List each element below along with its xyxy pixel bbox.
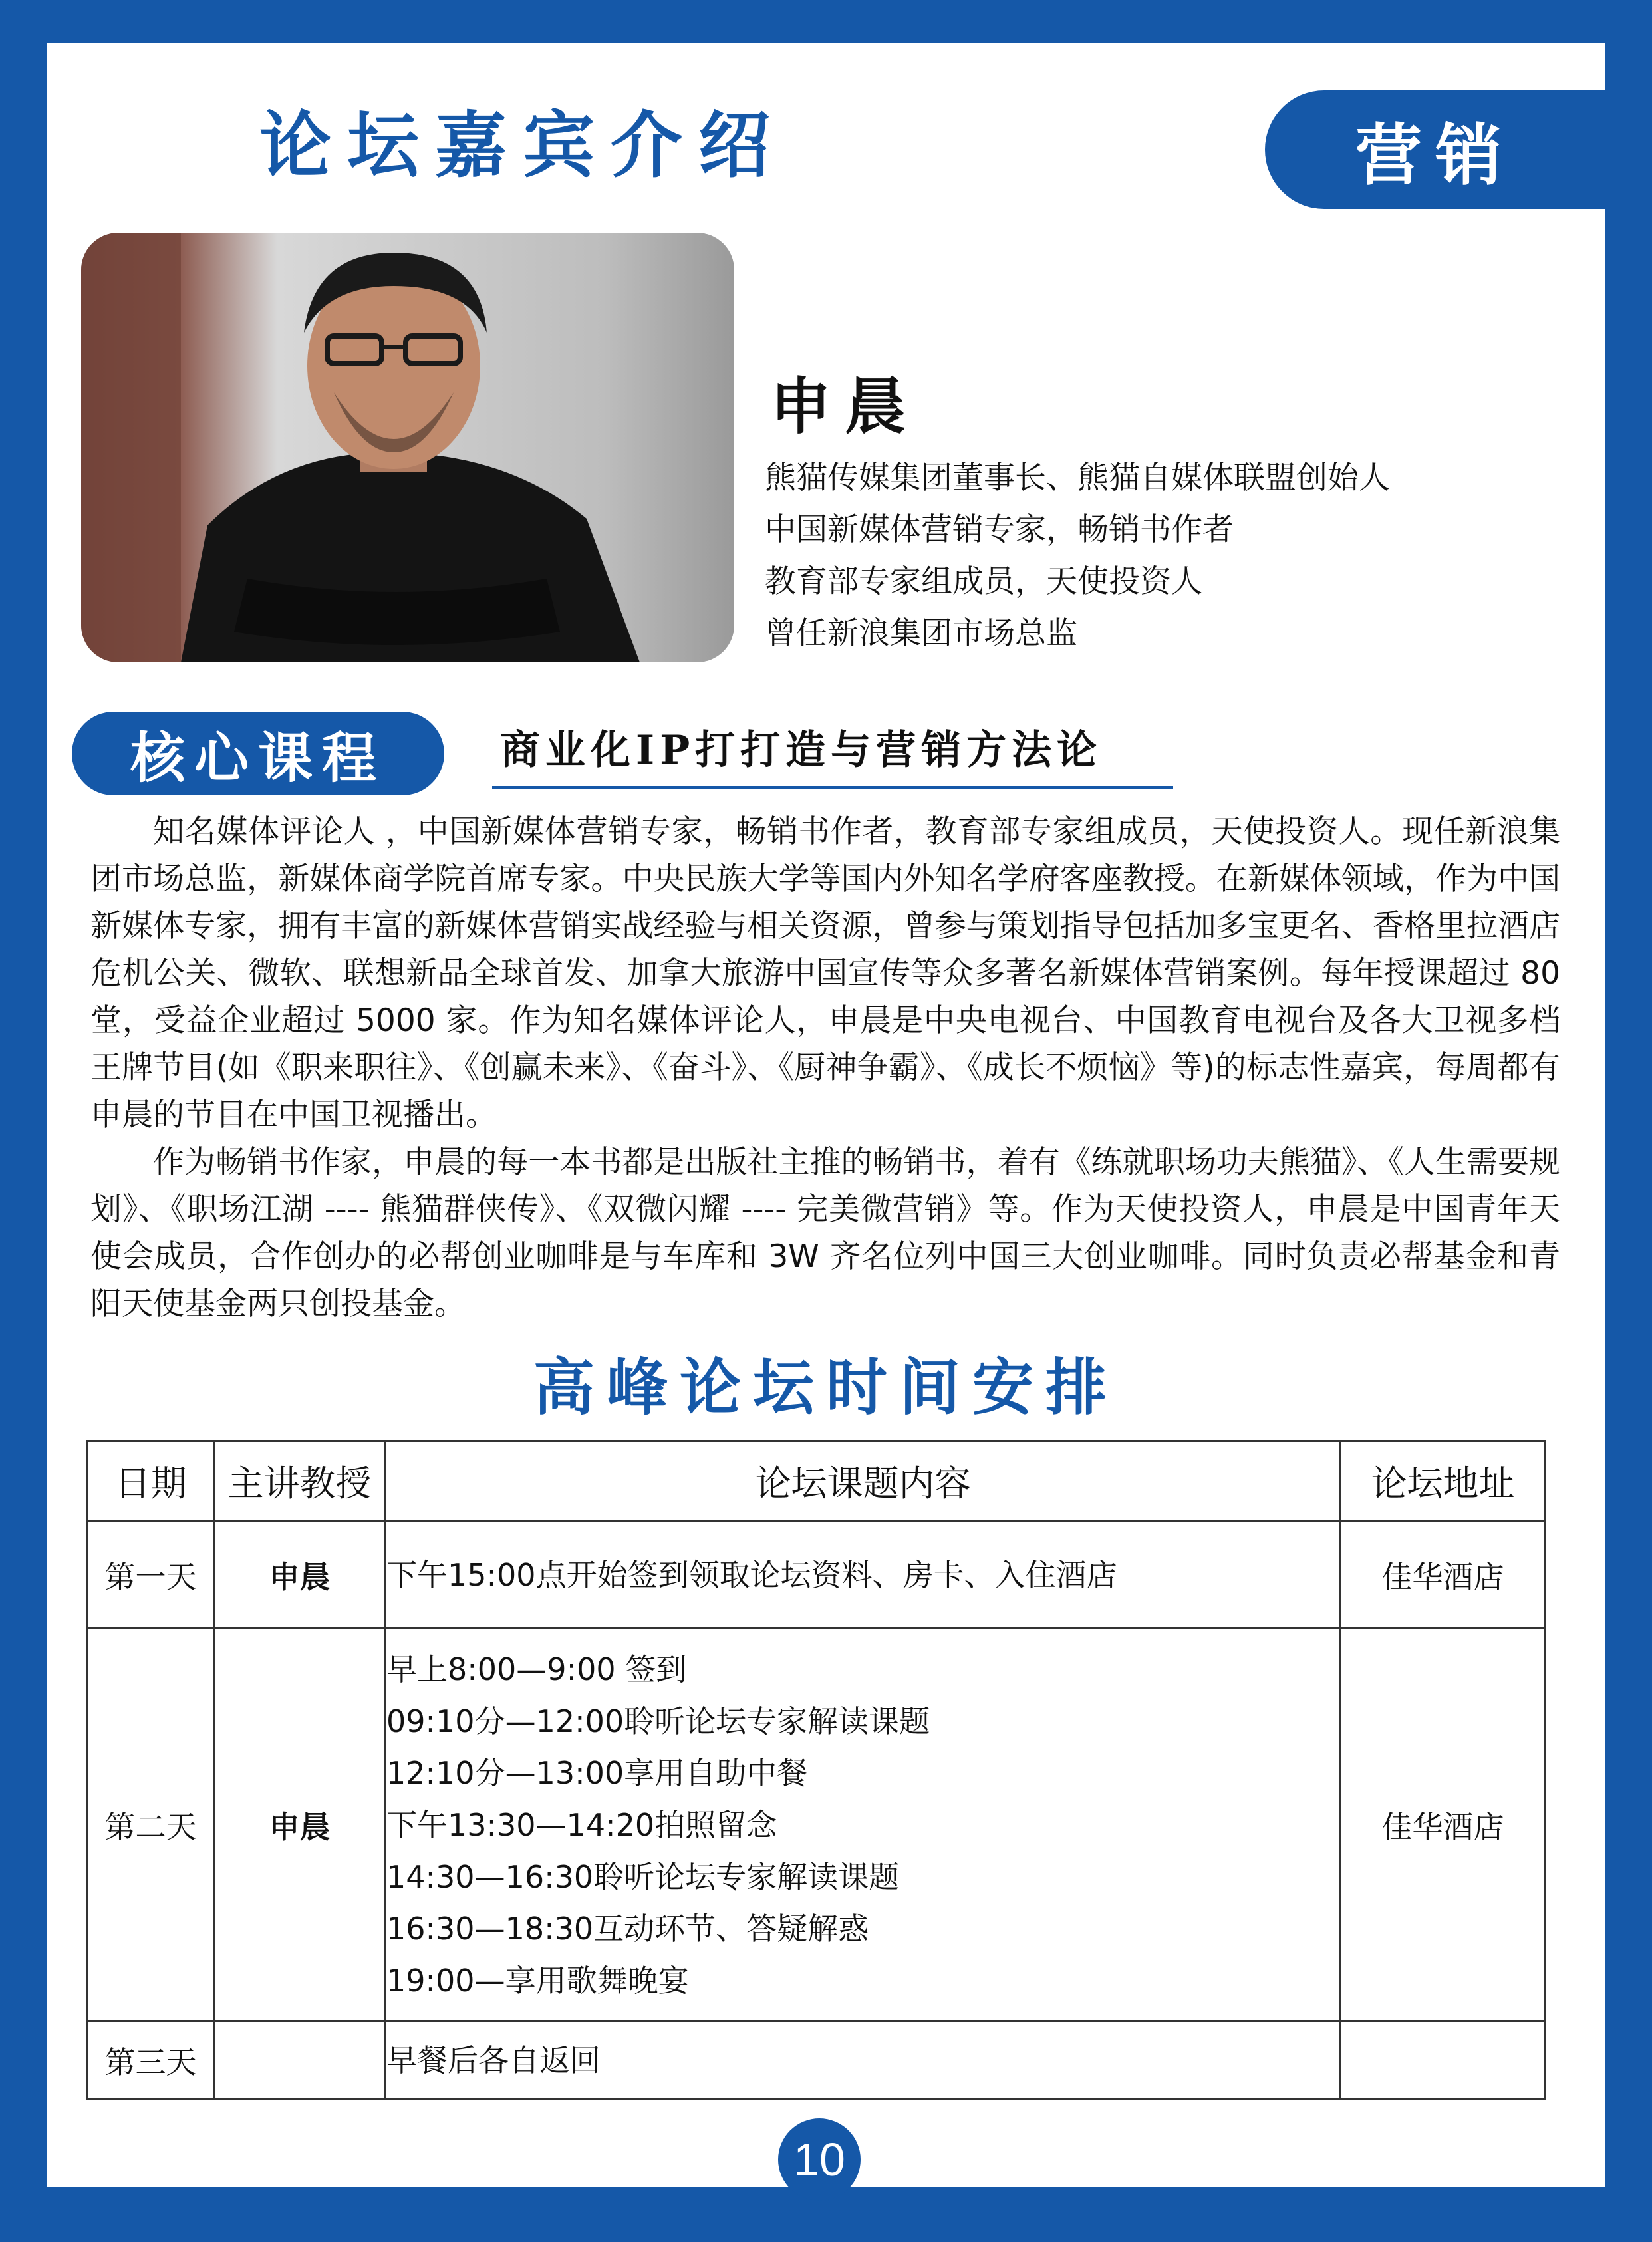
day-cell: 第一天	[88, 1521, 214, 1629]
portrait-image	[81, 233, 734, 662]
speaker-cell: 申晨	[214, 1629, 386, 2021]
course-title-underline	[492, 786, 1173, 789]
table-row	[88, 1521, 1546, 1629]
content-line: 早上8:00—9:00 签到	[386, 1651, 687, 1687]
core-course-badge: 核心课程	[72, 712, 444, 795]
bio-paragraph: 作为畅销书作家，申晨的每一本书都是出版社主推的畅销书，着有《练就职场功夫熊猫》、《人生需要规划》、《职场江湖 ---- 熊猫群侠传》、《双微闪耀 ---- 完美微营销》等。作为天使投资人，申晨是中国青年天使会成员，合作创办的必帮创业咖啡是与车库和 3W 齐名位列中国三大创业咖啡。同时负责必帮基金和青阳天使基金两只创投基金。	[90, 1144, 1560, 1322]
content-cell	[386, 2021, 1341, 2100]
content-line: 09:10分—12:00聆听论坛专家解读课题	[386, 1703, 930, 1739]
content-line: 早餐后各自返回	[386, 2042, 601, 2078]
content-line: 14:30—16:30聆听论坛专家解读课题	[386, 1858, 900, 1895]
speaker-bio	[90, 808, 1560, 1328]
schedule-title: 高峰论坛时间安排	[533, 1351, 1119, 1423]
content-line: 12:10分—13:00享用自助中餐	[386, 1754, 808, 1791]
table-header-row	[88, 1441, 1546, 1521]
speaker-cell	[214, 2021, 386, 2100]
page-title: 论坛嘉宾介绍	[259, 104, 787, 188]
page-number: 10	[778, 2118, 861, 2201]
content-line: 19:00—享用歌舞晚宴	[386, 1962, 689, 1999]
bio-paragraph: 知名媒体评论人 ，中国新媒体营销专家，畅销书作者，教育部专家组成员，天使投资人。现任新浪集团市场总监，新媒体商学院首席专家。中央民族大学等国内外知名学府客座教授。在新媒体领域，作为中国新媒体专家，拥有丰富的新媒体营销实战经验与相关资源，曾参与策划指导包括加多宝更名、香格里拉酒店危机公关、微软、联想新品全球首发、加拿大旅游中国宣传等众多著名新媒体营销案例。每年授课超过 80 堂，受益企业超过 5000 家。作为知名媒体评论人，申晨是中央电视台、中国教育电视台及各大卫视多档王牌节目(如《职来职往》、《创赢未来》、《奋斗》、《厨神争霸》、《成长不烦恼》等)的标志性嘉宾，每周都有申晨的节目在中国卫视播出。	[90, 813, 1560, 1133]
schedule-table	[86, 1440, 1546, 2100]
content-line: 16:30—18:30互动环节、答疑解惑	[386, 1910, 869, 1947]
table-row	[88, 2021, 1546, 2100]
category-tab: 营销	[1265, 90, 1605, 209]
table-row	[88, 1629, 1546, 2021]
speaker-name: 申晨	[770, 370, 920, 442]
header-content: 论坛课题内容	[386, 1441, 1341, 1521]
day-cell: 第二天	[88, 1629, 214, 2021]
day-cell: 第三天	[88, 2021, 214, 2100]
venue-cell: 佳华酒店	[1341, 1629, 1546, 2021]
speaker-title-line: 中国新媒体营销专家，畅销书作者	[765, 511, 1234, 548]
header-venue: 论坛地址	[1341, 1441, 1546, 1521]
speaker-title-line: 熊猫传媒集团董事长、熊猫自媒体联盟创始人	[765, 460, 1390, 496]
content-cell	[386, 1521, 1341, 1629]
venue-cell: 佳华酒店	[1341, 1521, 1546, 1629]
speaker-title-line: 曾任新浪集团市场总监	[765, 615, 1077, 652]
header-date: 日期	[88, 1441, 214, 1521]
venue-cell	[1341, 2021, 1546, 2100]
content-line: 下午15:00点开始签到领取论坛资料、房卡、入住酒店	[386, 1556, 1117, 1593]
speaker-titles	[765, 452, 1390, 660]
speaker-cell: 申晨	[214, 1521, 386, 1629]
content-line: 下午13:30—14:20拍照留念	[386, 1806, 777, 1843]
header-speaker: 主讲教授	[214, 1441, 386, 1521]
speaker-title-line: 教育部专家组成员，天使投资人	[765, 563, 1202, 600]
course-title: 商业化IP打打造与营销方法论	[500, 727, 1103, 773]
content-cell	[386, 1629, 1341, 2021]
speaker-photo	[81, 233, 734, 662]
